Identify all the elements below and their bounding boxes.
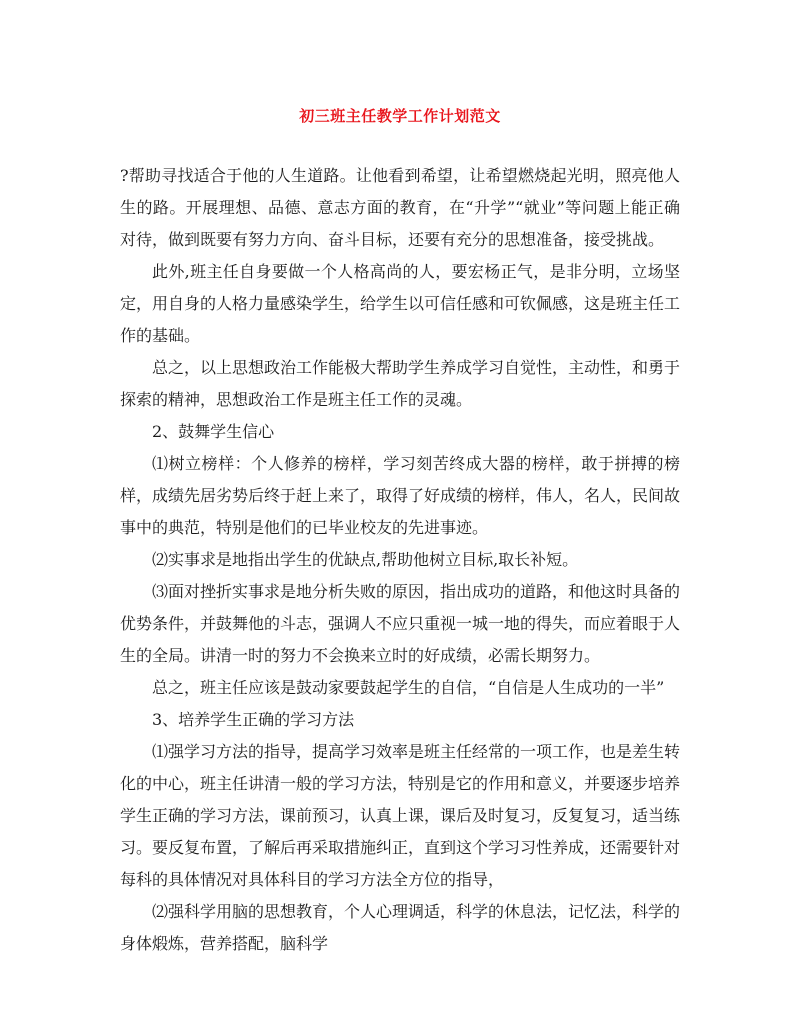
document-body <box>120 160 680 960</box>
paragraph: ⑵实事求是地指出学生的优缺点,帮助他树立目标,取长补短。 <box>152 550 579 569</box>
paragraph: ⑴树立榜样：个人修养的榜样，学习刻苦终成大器的榜样，敢于拼搏的榜样，成绩先居劣势后终于赶上来了，取得了好成绩的榜样，伟人，名人，民间故事中的典范，特别是他们的已毕业校友的先进事迹。 <box>120 454 681 537</box>
paragraph: 此外,班主任自身要做一个人格高尚的人，要宏杨正气，是非分明，立场坚定，用自身的人格力量感染学生，给学生以可信任感和可钦佩感，这是班主任工作的基础。 <box>120 262 681 345</box>
paragraph: ⑴强学习方法的指导，提高学习效率是班主任经常的一项工作，也是差生转化的中心，班主任讲清一般的学习方法，特别是它的作用和意义，并要逐步培养学生正确的学习方法，课前预习，认真上课，课后及时复习，反复复习，适当练习。要反复布置，了解后再采取措施纠正，直到这个学习习性养成，还需要针对每科的具体情况对具体科目的学习方法全方位的指导， <box>120 742 681 889</box>
section-heading: 2、鼓舞学生信心 <box>152 422 275 441</box>
paragraph: ⑶面对挫折实事求是地分析失败的原因，指出成功的道路，和他这时具备的优势条件，并鼓舞他的斗志，强调人不应只重视一城一地的得失，而应着眼于人生的全局。讲清一时的努力不会换来立时的好成绩，必需长期努力。 <box>120 582 681 665</box>
paragraph: ⑵强科学用脑的思想教育，个人心理调适，科学的休息法，记忆法，科学的身体煅炼，营养搭配，脑科学 <box>120 902 681 953</box>
paragraph: ?帮助寻找适合于他的人生道路。让他看到希望，让希望燃烧起光明，照亮他人生的路。开展理想、品德、意志方面的教育，在“升学”“就业”等问题上能正确对待，做到既要有努力方向、奋斗目标，还要有充分的思想准备，接受挑战。 <box>120 166 680 249</box>
paragraph: 总之，以上思想政治工作能极大帮助学生养成学习自觉性，主动性，和勇于探索的精神，思想政治工作是班主任工作的灵魂。 <box>120 358 681 409</box>
paragraph: 总之，班主任应该是鼓动家要鼓起学生的自信，“自信是人生成功的一半” <box>152 678 665 697</box>
section-heading: 3、培养学生正确的学习方法 <box>152 710 355 729</box>
document-title: 初三班主任教学工作计划范文 <box>299 107 501 125</box>
